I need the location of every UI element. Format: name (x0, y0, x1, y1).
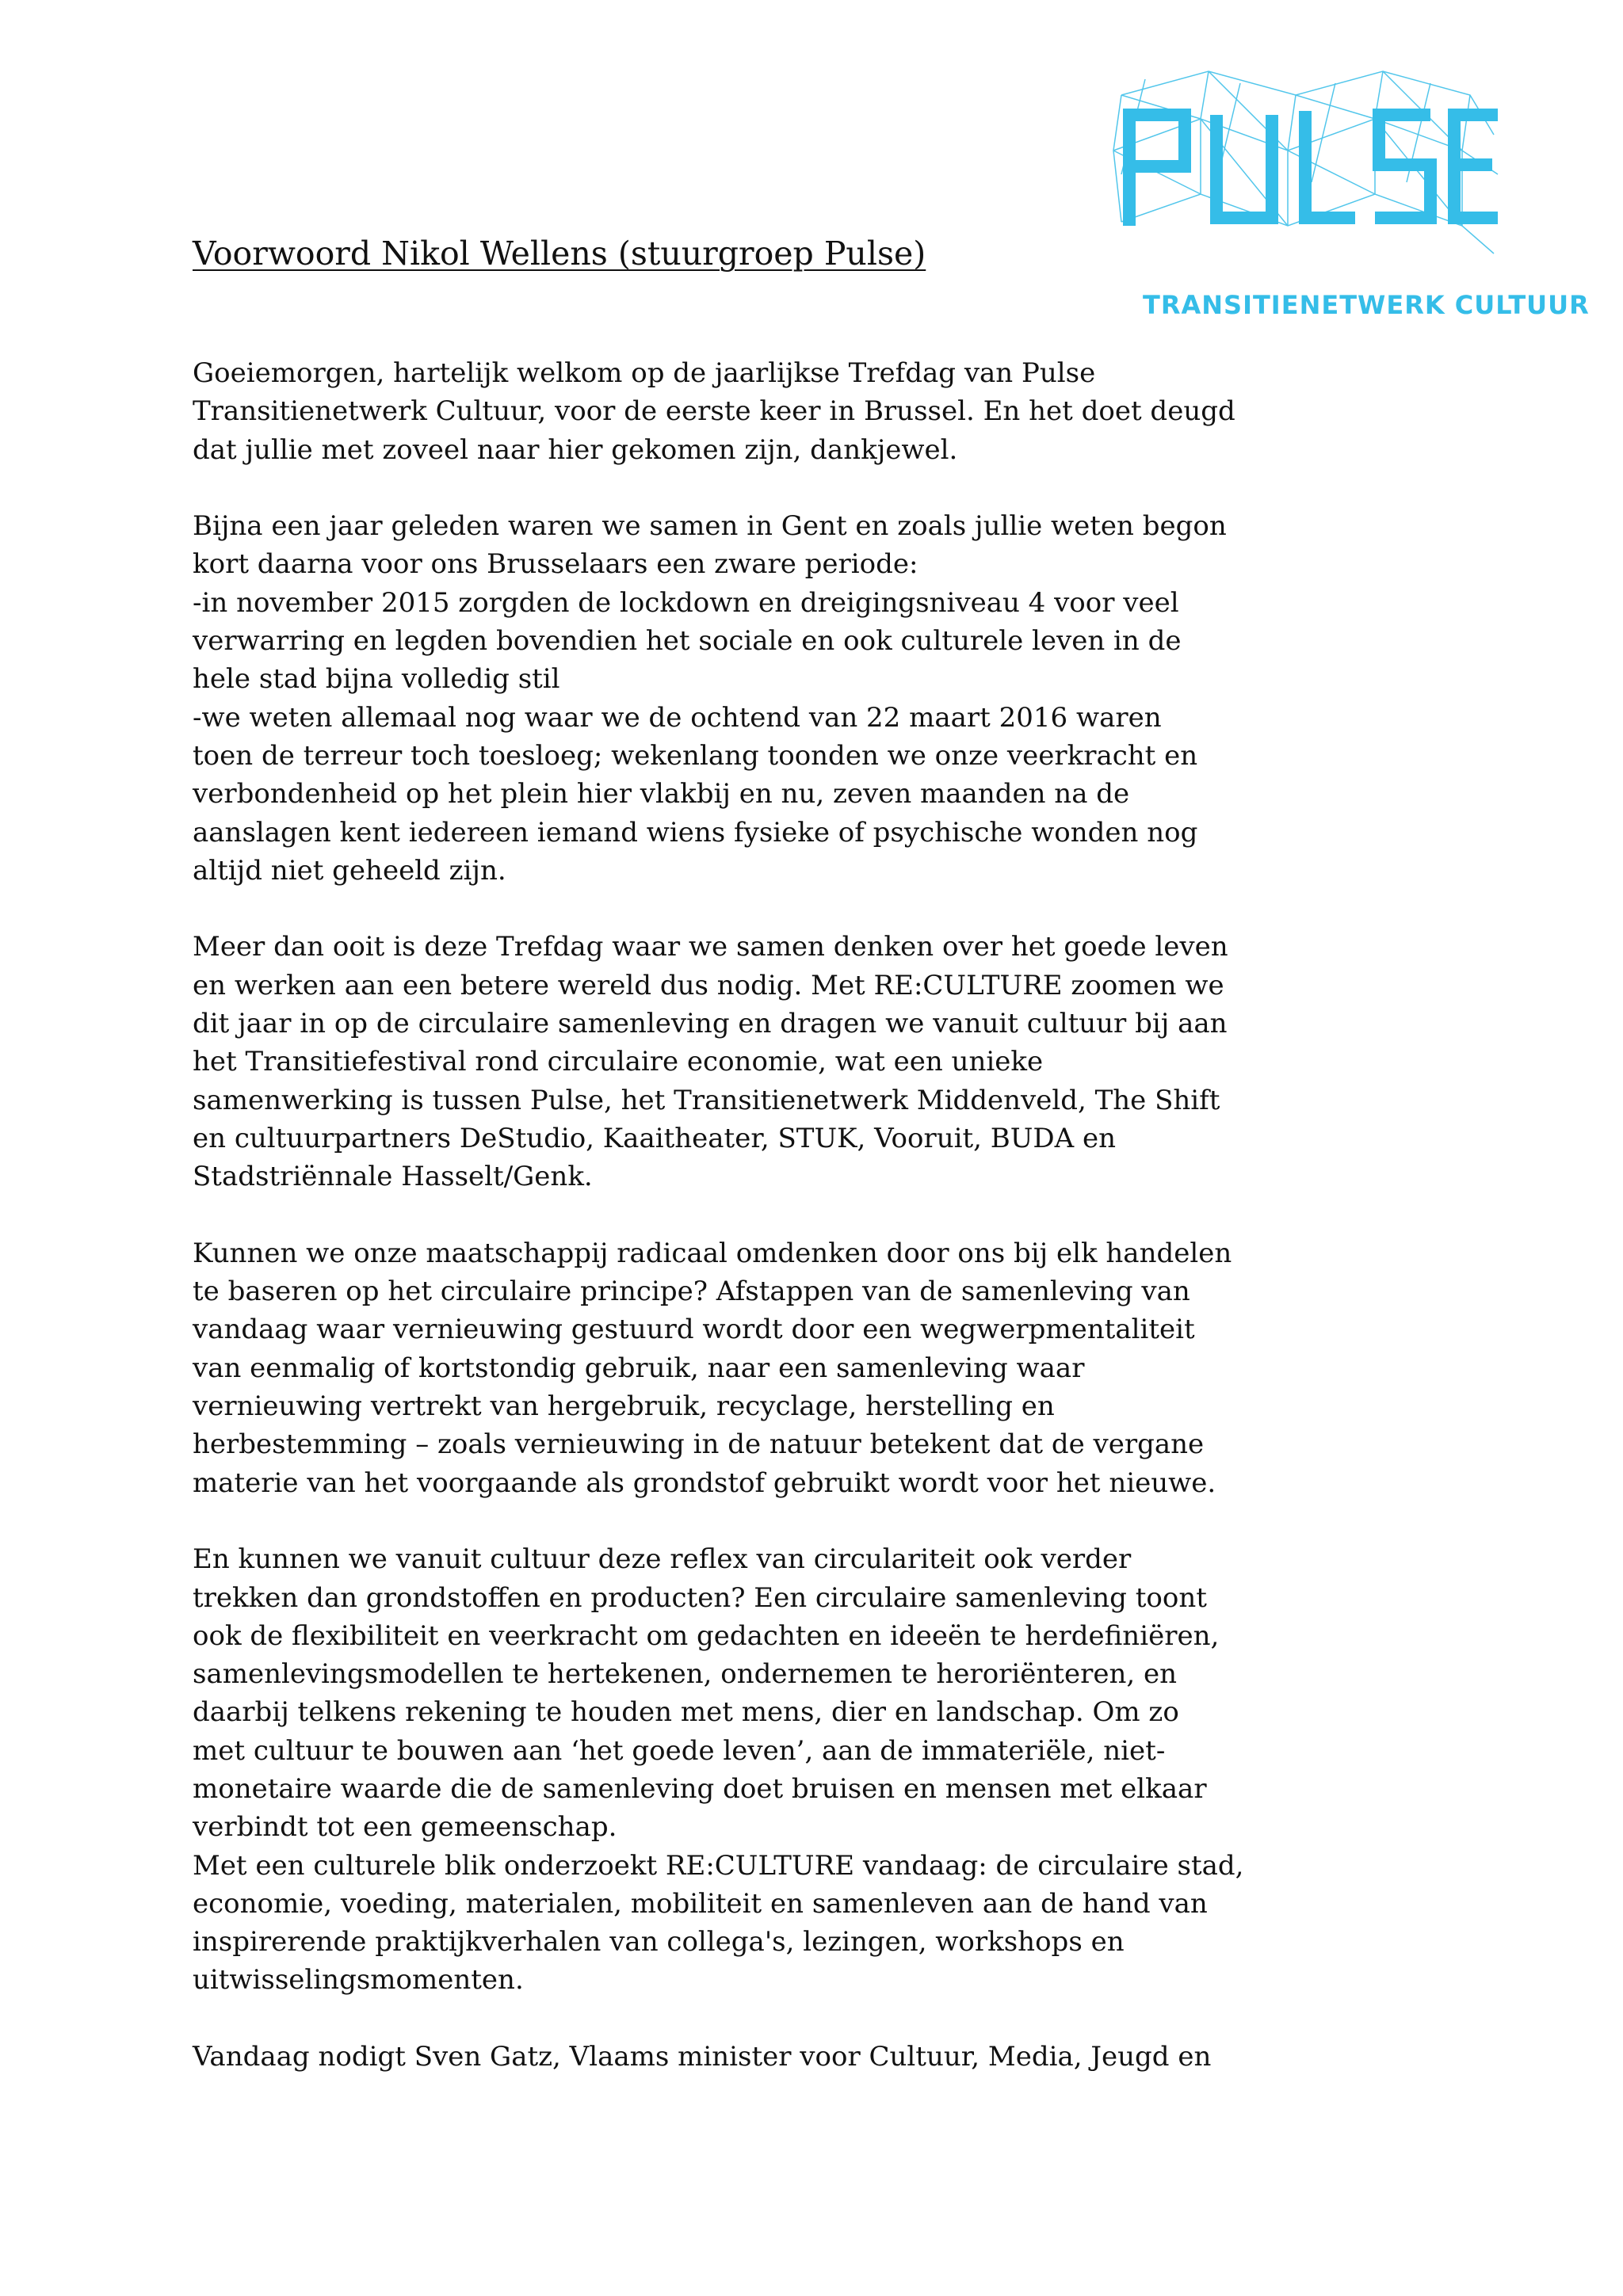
text-line: En kunnen we vanuit cultuur deze reflex van circulariteit ook verder (193, 1543, 1132, 1576)
text-line: aanslagen kent iedereen iemand wiens fysieke of psychische wonden nog (193, 816, 1198, 849)
document-title: Voorwoord Nikol Wellens (stuurgroep Pulse) (193, 235, 926, 273)
text-line: met cultuur te bouwen aan ‘het goede leven’, aan de immateriële, niet- (193, 1734, 1166, 1767)
text-line: Kunnen we onze maatschappij radicaal omdenken door ons bij elk handelen (193, 1237, 1232, 1269)
text-line: hele stad bijna volledig stil (193, 663, 560, 696)
pulse-logo-mark (1098, 63, 1510, 269)
paragraph (193, 507, 1302, 890)
text-line: verbindt tot een gemeenschap. (193, 1811, 617, 1844)
text-line: Vandaag nodigt Sven Gatz, Vlaams minister voor Cultuur, Media, Jeugd en (193, 2041, 1212, 2073)
text-line: trekken dan grondstoffen en producten? Een circulaire samenleving toont (193, 1581, 1207, 1614)
text-line: samenwerking is tussen Pulse, het Transitienetwerk Middenveld, The Shift (193, 1084, 1220, 1116)
paragraph (193, 1540, 1302, 2000)
text-line: toen de terreur toch toesloeg; wekenlang toonden we onze veerkracht en (193, 739, 1198, 772)
text-line: kort daarna voor ons Brusselaars een zware periode: (193, 548, 918, 581)
paragraph (193, 928, 1302, 1196)
text-line: vernieuwing vertrekt van hergebruik, recyclage, herstelling en (193, 1390, 1055, 1423)
pulse-logo (1098, 63, 1590, 333)
text-line: van eenmalig of kortstondig gebruik, naar een samenleving waar (193, 1352, 1085, 1384)
document-body (193, 354, 1302, 2076)
text-line: te baseren op het circulaire principe? Afstappen van de samenleving van (193, 1276, 1190, 1308)
text-line: herbestemming – zoals vernieuwing in de natuur betekent dat de vergane (193, 1428, 1205, 1461)
text-line: Bijna een jaar geleden waren we samen in Gent en zoals jullie weten begon (193, 510, 1227, 543)
text-line: Met een culturele blik onderzoekt RE:CULTURE vandaag: de circulaire stad, (193, 1849, 1244, 1882)
text-line: inspirerende praktijkverhalen van collega's, lezingen, workshops en (193, 1926, 1125, 1958)
text-line: dit jaar in op de circulaire samenleving en dragen we vanuit cultuur bij aan (193, 1008, 1228, 1040)
paragraph (193, 354, 1302, 469)
text-line: -in november 2015 zorgden de lockdown en dreigingsniveau 4 voor veel (193, 586, 1179, 619)
text-line: Meer dan ooit is deze Trefdag waar we samen denken over het goede leven (193, 931, 1228, 963)
text-line: Goeiemorgen, hartelijk welkom op de jaarlijkse Trefdag van Pulse (193, 357, 1096, 389)
text-line: daarbij telkens rekening te houden met mens, dier en landschap. Om zo (193, 1696, 1179, 1729)
text-line: monetaire waarde die de samenleving doet bruisen en mensen met elkaar (193, 1772, 1207, 1805)
text-line: verwarring en legden bovendien het sociale en ook culturele leven in de (193, 625, 1182, 658)
text-line: Stadstriënnale Hasselt/Genk. (193, 1161, 593, 1193)
text-line: Transitienetwerk Cultuur, voor de eerste keer in Brussel. En het doet deugd (193, 395, 1235, 428)
text-line: economie, voeding, materialen, mobiliteit en samenleven aan de hand van (193, 1887, 1208, 1920)
text-line: en cultuurpartners DeStudio, Kaaitheater, STUK, Vooruit, BUDA en (193, 1122, 1117, 1154)
text-line: altijd niet geheeld zijn. (193, 854, 506, 887)
text-line: uitwisselingsmomenten. (193, 1964, 524, 1997)
text-line: samenlevingsmodellen te hertekenen, ondernemen te heroriënteren, en (193, 1658, 1177, 1691)
text-line: vandaag waar vernieuwing gestuurd wordt door een wegwerpmentaliteit (193, 1314, 1195, 1346)
text-line: het Transitiefestival rond circulaire economie, wat een unieke (193, 1046, 1044, 1078)
paragraph (193, 2038, 1302, 2076)
text-line: ook de flexibiliteit en veerkracht om gedachten en ideeën te herdefiniëren, (193, 1619, 1220, 1652)
text-line: verbondenheid op het plein hier vlakbij en nu, zeven maanden na de (193, 778, 1130, 810)
text-line: -we weten allemaal nog waar we de ochtend van 22 maart 2016 waren (193, 701, 1162, 734)
paragraph (193, 1234, 1302, 1502)
text-line: materie van het voorgaande als grondstof gebruikt wordt voor het nieuwe. (193, 1466, 1216, 1499)
text-line: en werken aan een betere wereld dus nodig. Met RE:CULTURE zoomen we (193, 969, 1224, 1001)
logo-tagline: TRANSITIENETWERK CULTUUR (1143, 290, 1590, 320)
text-line: dat jullie met zoveel naar hier gekomen zijn, dankjewel. (193, 433, 958, 466)
